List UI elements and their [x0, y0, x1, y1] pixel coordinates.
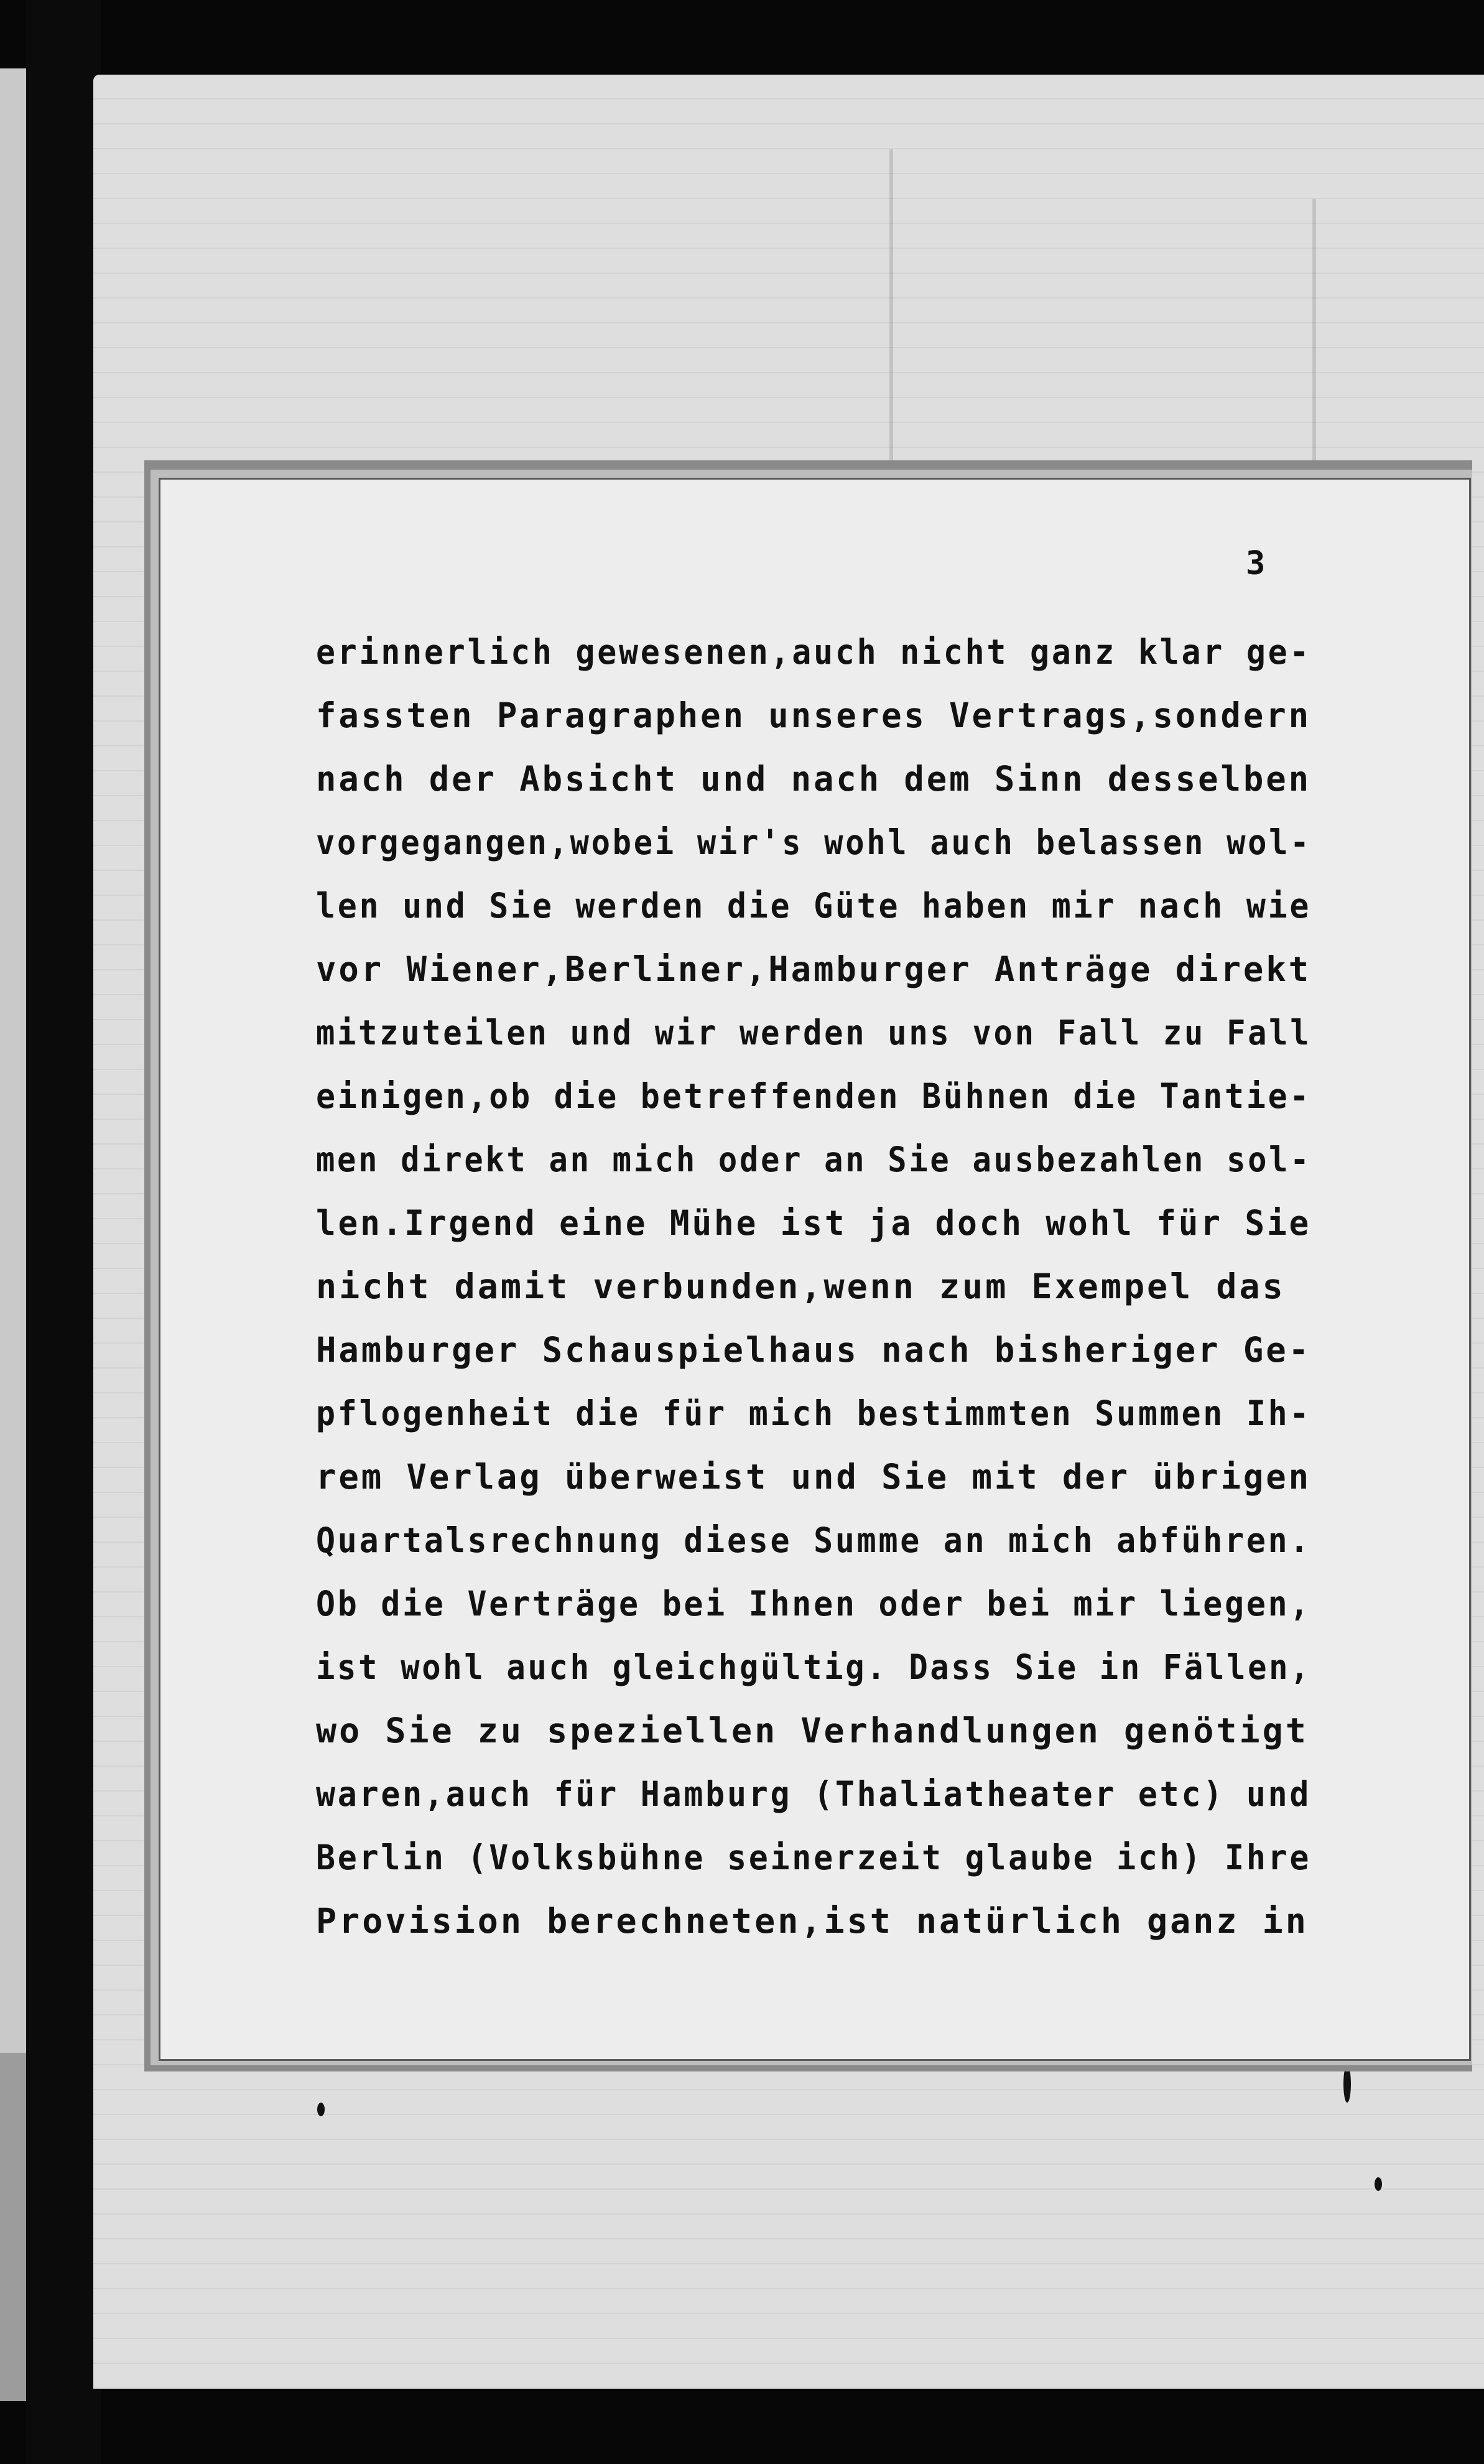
text-line: men direkt an mich oder an Sie ausbezahlen sol-	[316, 1140, 1312, 1179]
text-line: Ob die Verträge bei Ihnen oder bei mir liegen,	[316, 1584, 1312, 1624]
film-left-strip	[0, 68, 26, 2053]
text-line: Hamburger Schauspielhaus nach bisheriger Ge-	[316, 1330, 1311, 1370]
text-line: vor Wiener,Berliner,Hamburger Anträge direkt	[316, 949, 1311, 989]
text-line: nicht damit verbunden,wenn zum Exempel das	[316, 1267, 1286, 1306]
ink-speck	[317, 2103, 325, 2116]
page-number: 3	[1246, 545, 1266, 582]
fold-line	[889, 149, 893, 485]
fold-line	[1312, 199, 1316, 485]
text-line: ist wohl auch gleichgültig. Dass Sie in Fällen,	[316, 1647, 1312, 1687]
text-line: fassten Paragraphen unseres Vertrags,sondern	[316, 695, 1311, 735]
text-line: wo Sie zu speziellen Verhandlungen genötigt	[316, 1711, 1309, 1750]
text-line: len und Sie werden die Güte haben mir nach wie	[316, 886, 1312, 926]
text-line: nach der Absicht und nach dem Sinn desselben	[316, 759, 1311, 799]
text-line: erinnerlich gewesenen,auch nicht ganz klar ge-	[316, 632, 1312, 672]
text-line: Quartalsrechnung diese Summe an mich abführen.	[316, 1520, 1312, 1560]
binder-shadow	[26, 0, 101, 2464]
text-line: waren,auch für Hamburg (Thaliatheater etc) und	[316, 1774, 1312, 1814]
text-line: Berlin (Volksbühne seinerzeit glaube ich) Ihre	[316, 1838, 1312, 1877]
text-line: mitzuteilen und wir werden uns von Fall zu Fall	[316, 1013, 1312, 1053]
text-line: rem Verlag überweist und Sie mit der übrigen	[316, 1457, 1311, 1497]
ink-speck	[1375, 2177, 1382, 2191]
typed-page	[159, 478, 1471, 2061]
text-line: Provision berechneten,ist natürlich ganz in	[316, 1901, 1309, 1941]
film-left-strip-lower	[0, 2053, 26, 2401]
text-line: vorgegangen,wobei wir's wohl auch belassen wol-	[316, 822, 1312, 862]
text-line: pflogenheit die für mich bestimmten Summen Ih-	[316, 1393, 1312, 1433]
text-line: einigen,ob die betreffenden Bühnen die Tantie-	[316, 1076, 1312, 1116]
text-line: len.Irgend eine Mühe ist ja doch wohl für Sie	[316, 1203, 1312, 1243]
